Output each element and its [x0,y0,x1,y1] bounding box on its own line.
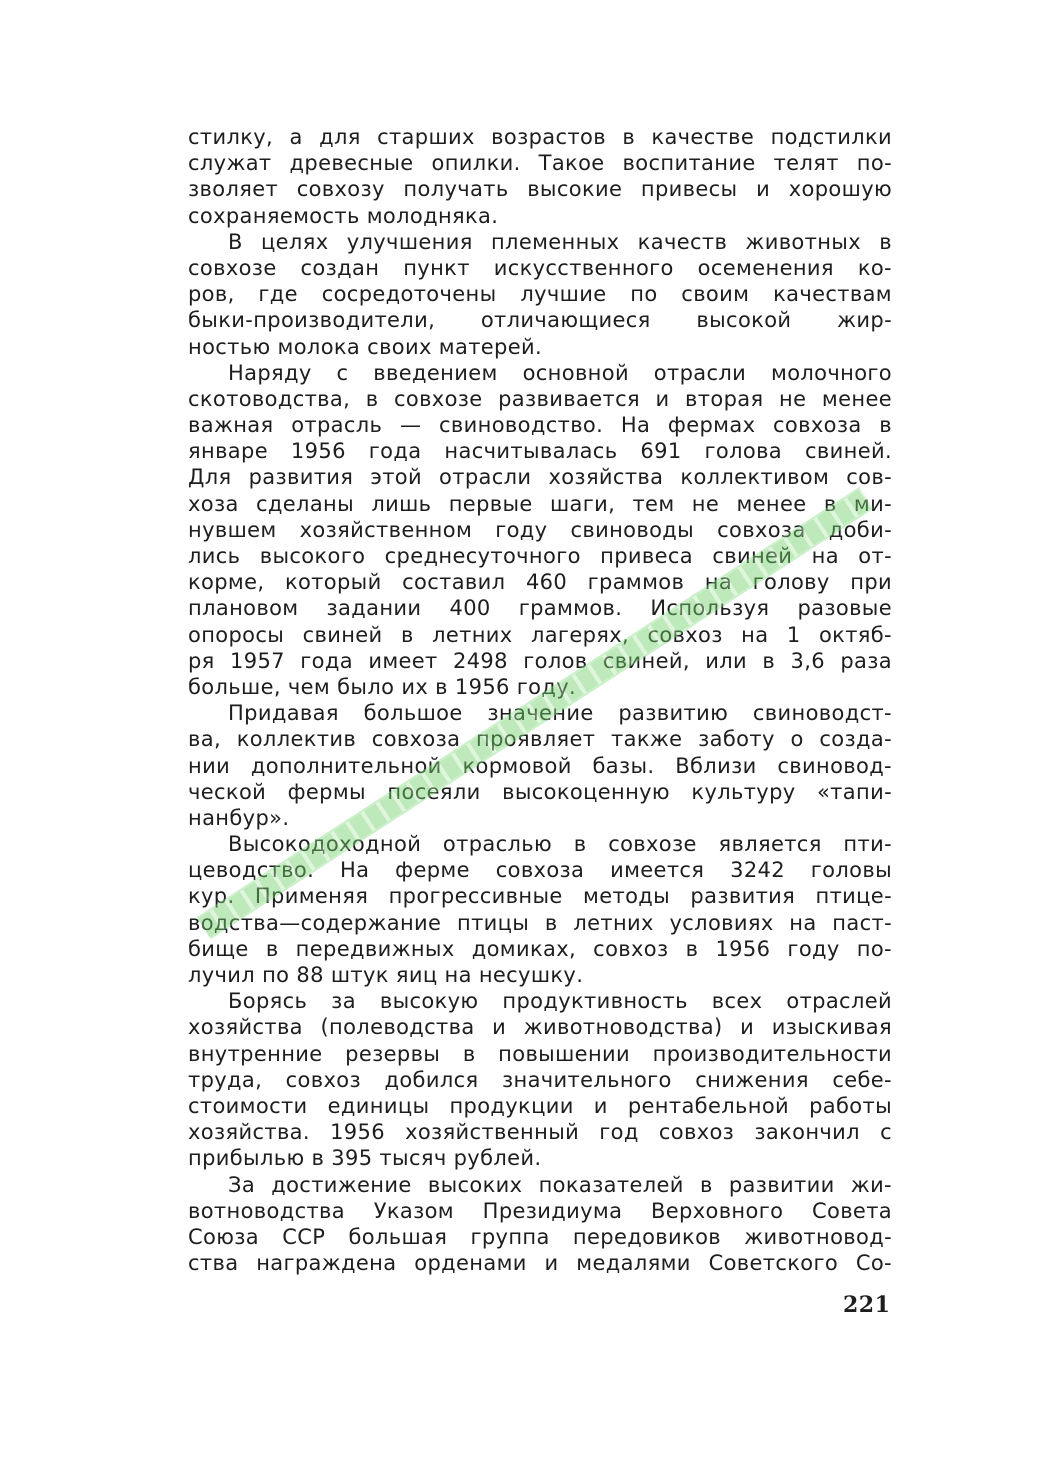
text-line: бище в передвижных домиках, совхоз в 1956 году по- [188,936,892,961]
body-text [188,124,892,1276]
text-line: вотноводства Указом Президиума Верховного Совета [188,1198,892,1223]
text-line: Наряду с введением основной отрасли молочного [228,360,892,385]
text-line: стилку, а для старших возрастов в качестве подстилки [188,125,892,149]
text-line: быки-производители, отличающиеся высокой жир- [188,308,892,333]
text-line: Придавая большое значение развитию свиноводст- [228,701,892,726]
text-line: зволяет совхозу получать высокие привесы и хорошую [188,177,892,202]
text-line: хоза сделаны лишь первые шаги, тем не менее в ми- [188,491,892,516]
text-line: В целях улучшения племенных качеств животных в [228,229,892,254]
text-line: нанбур». [188,805,290,830]
text-line: труда, совхоз добился значительного снижения себе- [188,1067,892,1092]
text-line: Союза ССР большая группа передовиков животновод- [188,1224,892,1249]
text-line: служат древесные опилки. Такое воспитание телят по- [188,151,892,176]
page-number: 221 [843,1292,891,1318]
text-line: нувшем хозяйственном году свиноводы совхоза доби- [188,517,892,542]
text-line: опоросы свиней в летних лагерях, совхоз на 1 октяб- [188,622,892,647]
text-line: Борясь за высокую продуктивность всех отраслей [228,989,892,1014]
text-line: ства награждена орденами и медалями Советского Со- [188,1251,892,1276]
text-line: лучил по 88 штук яиц на несушку. [188,963,584,987]
text-line: важная отрасль — свиноводство. На фермах совхоза в [188,413,892,438]
text-line: хозяйства (полеводства и животноводства) и изыскивая [188,1015,892,1040]
text-line: прибылью в 395 тысяч рублей. [188,1146,542,1171]
text-line: больше, чем было их в 1956 году. [188,674,577,699]
text-line: ческой фермы посеяли высокоценную культуру «тапи- [188,779,892,804]
text-line: сохраняемость молодняка. [188,203,499,228]
text-line: ва, коллектив совхоза проявляет также заботу о созда- [188,727,892,752]
text-line: лись высокого среднесуточного привеса свиней на от- [188,544,892,568]
text-line: водства—содержание птицы в летних условиях на паст- [188,910,892,935]
text-line: За достижение высоких показателей в развитии жи- [228,1172,892,1197]
text-line: корме, который составил 460 граммов на голову при [188,570,892,595]
text-line: стоимости единицы продукции и рентабельной работы [188,1093,892,1118]
text-line: Для развития этой отрасли хозяйства коллективом сов- [188,465,892,490]
text-line: нии дополнительной кормовой базы. Вблизи свиновод- [188,753,892,778]
text-line: цеводство. На ферме совхоза имеется 3242 головы [188,858,892,883]
text-line: ностью молока своих матерей. [188,334,543,359]
text-line: кур. Применяя прогрессивные методы развития птице- [188,884,892,909]
text-line: скотоводства, в совхозе развивается и вторая не менее [188,386,892,411]
text-line: совхозе создан пункт искусственного осеменения ко- [188,255,892,280]
text-line: ров, где сосредоточены лучшие по своим качествам [188,282,892,307]
text-line: хозяйства. 1956 хозяйственный год совхоз закончил с [188,1120,892,1145]
text-line: плановом задании 400 граммов. Используя разовые [188,596,892,621]
text-line: внутренние резервы в повышении производительности [188,1041,892,1066]
text-line: январе 1956 года насчитывалась 691 голова свиней. [188,439,892,464]
text-line: ря 1957 года имеет 2498 голов свиней, или в 3,6 раза [188,648,892,673]
text-line: Высокодоходной отраслью в совхозе является пти- [228,832,892,857]
